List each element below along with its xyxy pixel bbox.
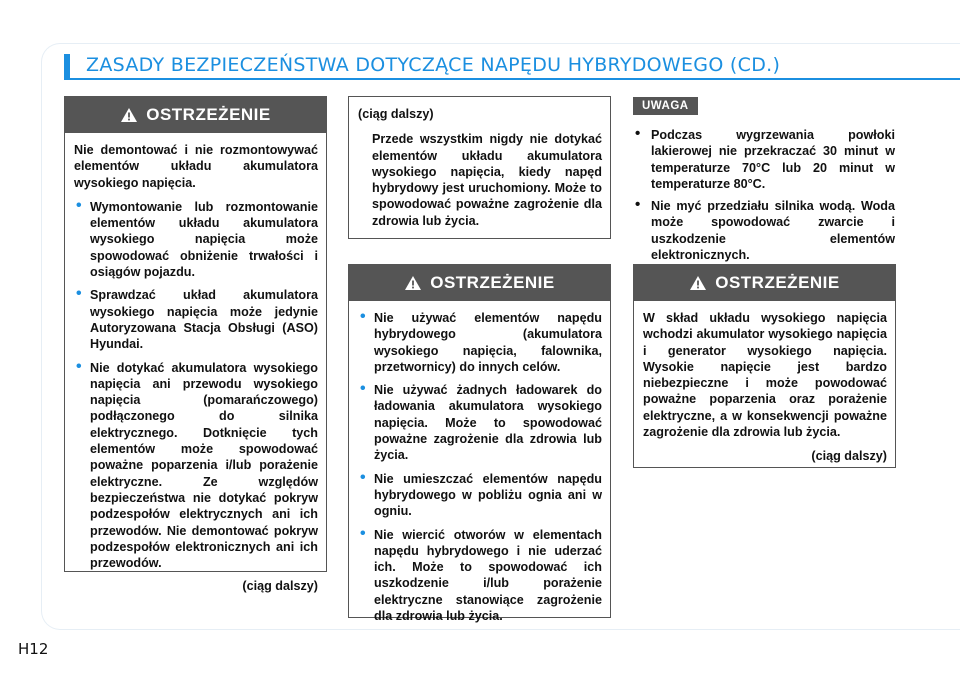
notice-section bbox=[633, 96, 895, 269]
continued-text: Przede wszystkim nigdy nie dotykać elementów układu akumulatora wysokiego napięcia, kiedy napęd hybrydowy jest uruchomiony. Może to spowodować poważne zagrożenie dla zdrowia lub życia. bbox=[372, 132, 602, 228]
middle-warning-title: OSTRZEŻENIE bbox=[430, 273, 555, 292]
list-item: • Wymontowanie lub rozmontowanie elementów układu akumulatora wysokiego napięcia może spowodować obniżenie trwałości i osiągów pojazdu. bbox=[74, 199, 318, 280]
left-warning-box bbox=[64, 96, 327, 594]
middle-warning-header bbox=[349, 265, 610, 301]
list-item: • Nie umieszczać elementów napędu hybrydowego w pobliżu ognia ani w ogniu. bbox=[358, 471, 602, 520]
list-item: • Nie używać elementów napędu hybrydowego (akumulatora wysokiego napięcia, falownika, przetwornicy) do innych celów. bbox=[358, 310, 602, 375]
right-warning-box bbox=[633, 264, 896, 468]
warning-triangle-icon bbox=[404, 275, 422, 291]
notice-badge: UWAGA bbox=[633, 97, 698, 115]
middle-warning-body bbox=[349, 301, 610, 637]
continued-label: (ciąg dalszy) bbox=[811, 449, 887, 464]
continued-heading: (ciąg dalszy) bbox=[358, 107, 434, 121]
section-title-text: ZASADY BEZPIECZEŃSTWA DOTYCZĄCE NAPĘDU HYBRYDOWEGO (CD.) bbox=[86, 54, 781, 76]
left-warning-list bbox=[74, 199, 318, 572]
list-item: • Podczas wygrzewania powłoki lakierowej nie przekraczać 30 minut w temperaturze 70°C lub 20 minut w temperaturze 80°C. bbox=[633, 127, 895, 192]
middle-continued-box bbox=[348, 96, 611, 239]
notice-list bbox=[633, 127, 895, 263]
left-warning-intro: Nie demontować i nie rozmontowywać elementów układu akumulatora wysokiego napięcia. bbox=[74, 143, 318, 190]
continued-label: (ciąg dalszy) bbox=[242, 579, 318, 594]
warning-triangle-icon bbox=[120, 107, 138, 123]
left-warning-title: OSTRZEŻENIE bbox=[146, 105, 271, 124]
section-title bbox=[64, 52, 960, 80]
middle-warning-box bbox=[348, 264, 611, 624]
list-item: • Nie wiercić otworów w elementach napędu hybrydowego i nie uderzać ich. Może to spowodować ich uszkodzenie i/lub porażenie elektryczne stanowiące zagrożenie dla zdrowia lub życia. bbox=[358, 527, 602, 625]
left-warning-body bbox=[65, 133, 326, 601]
right-warning-body bbox=[634, 301, 895, 471]
list-item: • Nie używać żadnych ładowarek do ładowania akumulatora wysokiego napięcia. Może to spowodować poważne zagrożenie dla zdrowia lub życia. bbox=[358, 382, 602, 463]
list-item: • Nie myć przedziału silnika wodą. Woda może spowodować zwarcie i uszkodzenie elementów elektronicznych. bbox=[633, 198, 895, 263]
right-warning-header bbox=[634, 265, 895, 301]
middle-warning-list bbox=[358, 310, 602, 624]
page-number: H12 bbox=[18, 640, 49, 658]
right-warning-text: W skład układu wysokiego napięcia wchodzi akumulator wysokiego napięcia i generator wysokiego napięcia. Wysokie napięcie jest bardzo niebezpieczne i może powodować poważne poparzenia oraz porażenie elektryczne, a w konsekwencji poważne zagrożenie dla zdrowia lub życia. bbox=[643, 311, 887, 440]
list-item: • Sprawdzać układ akumulatora wysokiego napięcia może jedynie Autoryzowana Stacja Obsługi (ASO) Hyundai. bbox=[74, 287, 318, 352]
left-warning-header bbox=[65, 97, 326, 133]
warning-triangle-icon bbox=[689, 275, 707, 291]
right-warning-title: OSTRZEŻENIE bbox=[715, 273, 840, 292]
title-accent-bar bbox=[64, 54, 70, 78]
list-item: • Nie dotykać akumulatora wysokiego napięcia ani przewodu wysokiego napięcia (pomarańczowego) podłączonego do silnika elektrycznego. Dotknięcie tych elementów może spowodować poważne poparzenia i/lub porażenie elektryczne. Ze względów bezpieczeństwa nie dotykać pokryw podzespołów elektrycznych ani ich przewodów. Nie demontować pokryw podzespołów elektronicznych ani ich przewodów. bbox=[74, 360, 318, 572]
title-rule bbox=[64, 78, 960, 80]
